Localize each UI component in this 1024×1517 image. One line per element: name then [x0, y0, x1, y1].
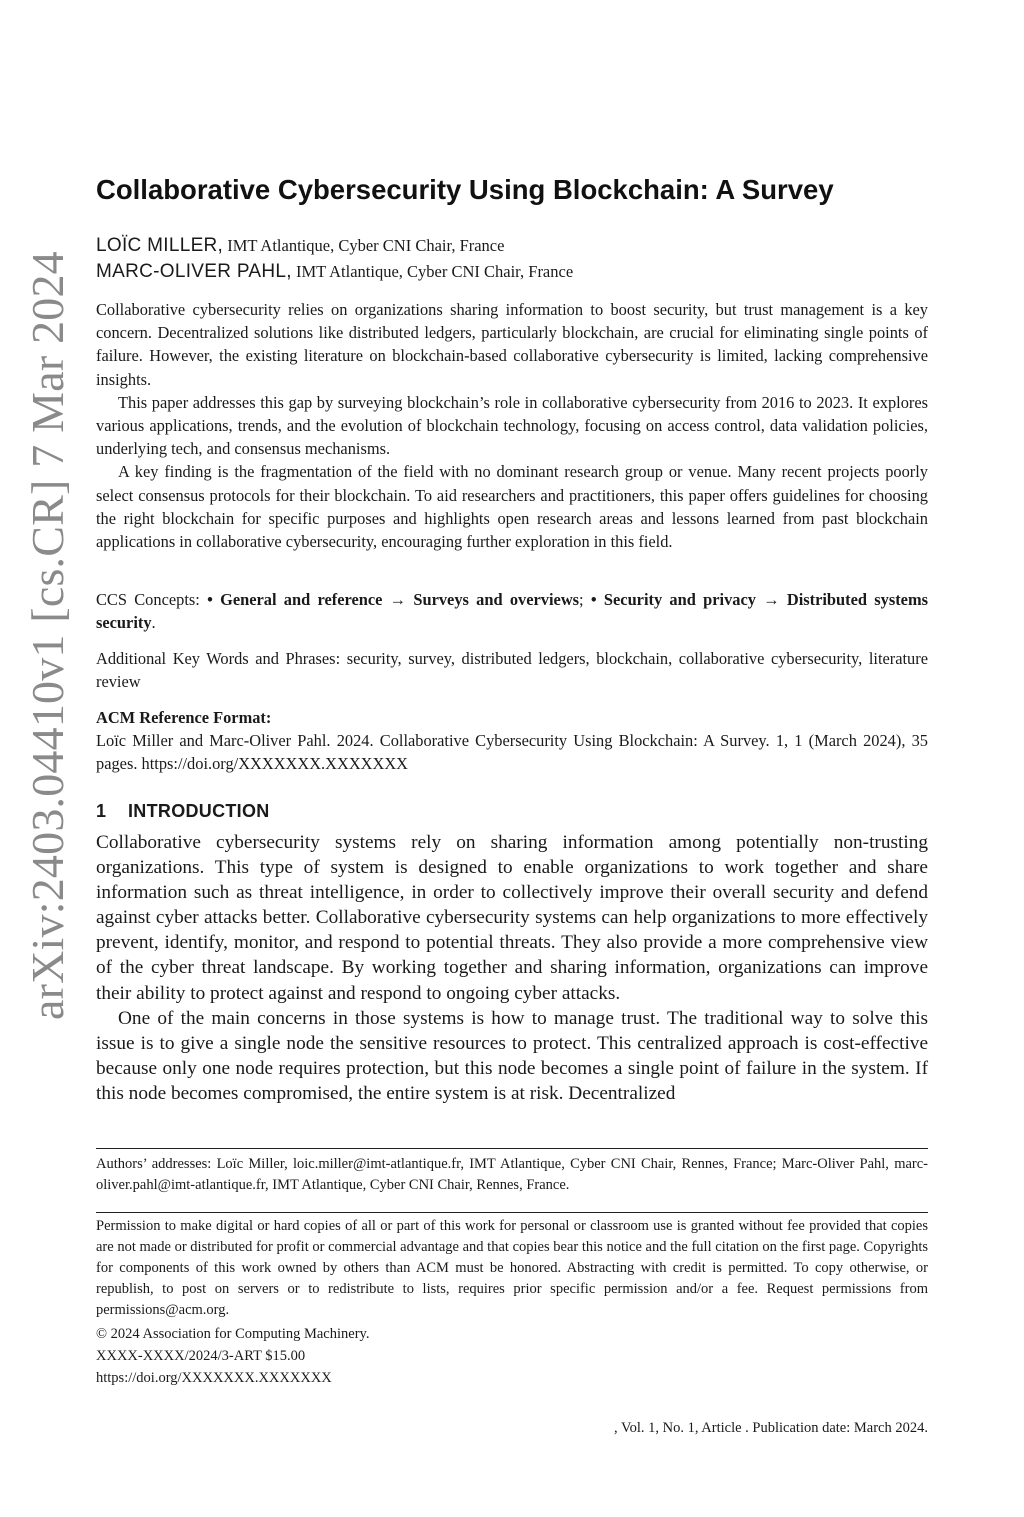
author-affiliation: IMT Atlantique, Cyber CNI Chair, France	[295, 262, 574, 281]
doi-link[interactable]: https://doi.org/XXXXXXX.XXXXXXX	[96, 1370, 332, 1386]
acm-reference-heading: ACM Reference Format:	[96, 708, 272, 727]
issn-line: XXXX-XXXX/2024/3-ART $15.00	[96, 1348, 306, 1364]
section-number: 1	[96, 801, 107, 821]
arxiv-identifier: arXiv:2403.04410v1 [cs.CR] 7 Mar 2024	[22, 251, 73, 1020]
acm-reference-text: Loïc Miller and Marc-Oliver Pahl. 2024. Collaborative Cybersecurity Using Blockchain: A Survey. 1, 1 (March 2024), 35 pages. https://doi.org/XXXXXXX.XXXXXXX	[96, 731, 928, 774]
body-paragraph: One of the main concerns in those systems is how to manage trust. The traditional way to solve this issue is to give a single node the sensitive resources to protect. This centralized approach is cost-effective because only one node requires protection, but this node becomes a single point of failure in the system. If this node becomes compromised, the entire system is at risk. Decentralized	[96, 1007, 928, 1104]
acm-reference	[96, 706, 928, 776]
footnote-divider	[96, 1148, 928, 1149]
author-name: LOÏC MILLER,	[96, 235, 224, 256]
section-heading	[96, 798, 270, 824]
permission-notice: Permission to make digital or hard copies of all or part of this work for personal or classroom use is granted without fee provided that copies are not made or distributed for profit or commercial advantage and that copies bear this notice and the full citation on the first page. Copyrights for components of this work owned by others than ACM must be honored. Abstracting with credit is permitted. To copy otherwise, or republish, to post on servers or to redistribute to lists, requires prior specific permission and/or a fee. Request permissions from permissions@acm.org.	[96, 1218, 928, 1318]
abstract-paragraph: Collaborative cybersecurity relies on organizations sharing information to boost security, but trust management is a key concern. Decentralized solutions like distributed ledgers, particularly blockchain, are crucial for eliminating single points of failure. However, the existing literature on blockchain-based collaborative cybersecurity is limited, lacking comprehensive insights.	[96, 300, 928, 389]
author-line	[96, 234, 504, 258]
copyright-line: © 2024 Association for Computing Machinery.	[96, 1326, 370, 1342]
author-name: MARC-OLIVER PAHL,	[96, 261, 292, 282]
body-paragraph: Collaborative cybersecurity systems rely on sharing information among potentially non-trusting organizations. This type of system is designed to enable organizations to work together and share information such as threat intelligence, in order to collectively improve their overall security and defend against cyber attacks better. Collaborative cybersecurity systems can help organizations to more effectively prevent, identify, monitor, and respond to potential threats. They also provide a more comprehensive view of the cyber threat landscape. By working together and sharing information, organizations can improve their ability to protect against and respond to ongoing cyber attacks.	[96, 832, 928, 1004]
keywords-label: Additional Key Words and Phrases:	[96, 649, 341, 668]
keywords-text: security, survey, distributed ledgers, blockchain, collaborative cybersecurity, literature review	[96, 649, 928, 692]
introduction-body	[96, 830, 928, 1106]
ccs-separator: ;	[579, 590, 584, 609]
ccs-end: .	[151, 613, 156, 633]
abstract	[96, 298, 928, 553]
abstract-paragraph: This paper addresses this gap by surveying blockchain’s role in collaborative cybersecurity from 2016 to 2023. It explores various applications, trends, and the evolution of blockchain technology, focusing on access control, data validation policies, underlying tech, and consensus mechanisms.	[96, 392, 928, 459]
ccs-concepts	[96, 588, 928, 634]
permission-divider	[96, 1212, 928, 1213]
author-line	[96, 260, 573, 284]
author-affiliation: IMT Atlantique, Cyber CNI Chair, France	[227, 236, 505, 255]
section-title: INTRODUCTION	[128, 801, 270, 821]
abstract-paragraph: A key finding is the fragmentation of the field with no dominant research group or venue. Many recent projects poorly select consensus protocols for their blockchain. To aid researchers and practitioners, this paper offers guidelines for choosing the right blockchain for specific purposes and highlights open research areas and lessons learned from past blockchain applications in collaborative cybersecurity, encouraging further exploration in this field.	[96, 462, 928, 552]
keywords	[96, 647, 928, 693]
paper-title: Collaborative Cybersecurity Using Blockchain: A Survey	[96, 174, 834, 205]
ccs-concept: • Security and privacy → Distributed systems security	[96, 590, 928, 633]
authors-addresses: Authors’ addresses: Loïc Miller, loic.miller@imt-atlantique.fr, IMT Atlantique, Cyber CNI Chair, Rennes, France; Marc-Oliver Pahl, marc-oliver.pahl@imt-atlantique.fr, IMT Atlantique, Cyber CNI Chair, Rennes, France.	[96, 1156, 928, 1193]
page-footer: , Vol. 1, No. 1, Article . Publication date: March 2024.	[614, 1420, 928, 1436]
ccs-concept: • General and reference → Surveys and overviews	[207, 590, 580, 609]
ccs-label: CCS Concepts:	[96, 590, 200, 609]
